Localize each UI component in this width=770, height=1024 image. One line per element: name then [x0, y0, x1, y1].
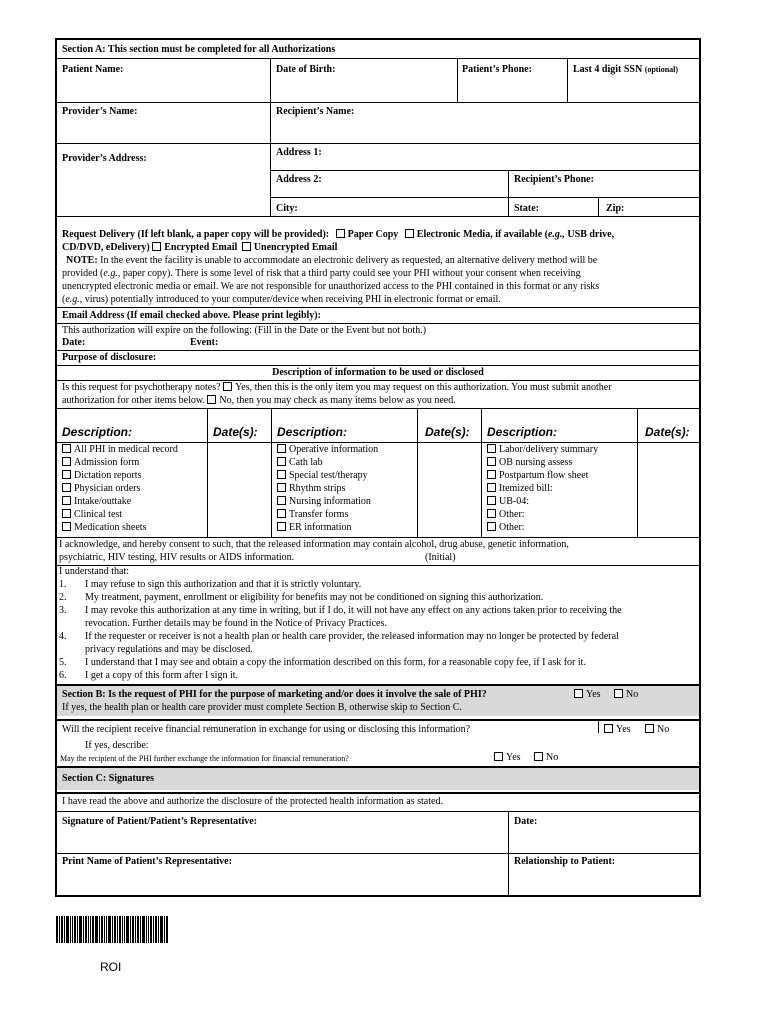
col3-desc-heading: Description:	[487, 425, 558, 439]
psych-line1: Is this request for psychotherapy notes? Yes, then this is the only item you may request on this authorization. You must submit another	[62, 382, 612, 393]
expire-text: This authorization will expire on the following: (Fill in the Date or the Event but not both.)	[62, 325, 427, 336]
understand-title: I understand that:	[59, 566, 129, 577]
address1-label: Address 1:	[276, 147, 322, 158]
electronic-media-checkbox[interactable]	[405, 229, 414, 238]
signature-label: Signature of Patient/Patient’s Representative:	[62, 816, 258, 827]
understand-item-5: I understand that I may see and obtain a copy the information described on this form, for a reasonable copy fee, if I ask for it.	[85, 657, 586, 668]
list-item[interactable]: Clinical test	[62, 509, 122, 521]
remuneration-no-checkbox[interactable]	[645, 724, 654, 733]
understand-item-1: I may refuse to sign this authorization and that it is strictly voluntary.	[85, 579, 362, 590]
purpose-label: Purpose of disclosure:	[62, 352, 157, 363]
list-item[interactable]: Intake/outtake	[62, 496, 131, 508]
list-item[interactable]: Transfer forms	[277, 509, 348, 521]
delivery-label: Request Delivery (If left blank, a paper copy will be provided): Paper Copy Electronic Media, if available (e.g., USB drive,	[62, 229, 615, 240]
exchange-yes[interactable]: Yes	[494, 752, 521, 764]
describe-label: If yes, describe:	[85, 740, 149, 751]
provider-address-label: Provider’s Address:	[62, 153, 147, 164]
col1-desc-heading: Description:	[62, 425, 133, 439]
list-item[interactable]: Admission form	[62, 457, 139, 469]
delivery-line2: CD/DVD, eDelivery) Encrypted Email Unencrypted Email	[62, 242, 338, 253]
section-b-sub: If yes, the health plan or health care provider must complete Section B, otherwise skip to Section C.	[62, 702, 462, 713]
delivery-note-line3: unencrypted electronic media or email. We are not responsible for unauthorized access to the PHI contained in this format or any risks	[62, 281, 600, 292]
understand-num-5: 5.	[59, 657, 67, 668]
exchange-no[interactable]: No	[534, 752, 558, 764]
section-c-header: Section C: Signatures	[62, 773, 155, 784]
understand-num-2: 2.	[59, 592, 67, 603]
state-label: State:	[514, 203, 539, 214]
acknowledge-line2: psychiatric, HIV testing, HIV results or AIDS information.	[59, 552, 295, 563]
list-item[interactable]: UB-04:	[487, 496, 529, 508]
delivery-note-line1: NOTE: In the event the facility is unable to accommodate an electronic delivery as requested, an alternative delivery method will be	[66, 255, 598, 266]
delivery-note-line2: provided (e.g., paper copy). There is some level of risk that a third party could see your PHI without your consent when receiving	[62, 268, 581, 279]
ssn-label: Last 4 digit SSN (optional)	[573, 64, 679, 75]
list-item[interactable]: Rhythm strips	[277, 483, 345, 495]
authorize-statement: I have read the above and authorize the disclosure of the protected health information as stated.	[62, 796, 443, 807]
exchange-no-checkbox[interactable]	[534, 752, 543, 761]
section-b-yes-checkbox[interactable]	[574, 689, 583, 698]
patient-phone-label: Patient’s Phone:	[462, 64, 532, 75]
further-exchange-question: May the recipient of the PHI further exchange the information for financial remuneration?	[60, 754, 349, 763]
remuneration-no[interactable]: No	[645, 724, 669, 736]
sign-date-label: Date:	[514, 816, 538, 827]
exchange-yes-checkbox[interactable]	[494, 752, 503, 761]
list-item[interactable]: Dictation reports	[62, 470, 141, 482]
remuneration-yes-checkbox[interactable]	[604, 724, 613, 733]
understand-num-6: 6.	[59, 670, 67, 681]
understand-num-1: 1.	[59, 579, 67, 590]
print-name-label: Print Name of Patient’s Representative:	[62, 856, 232, 867]
remuneration-yes[interactable]: Yes	[604, 724, 631, 736]
understand-item-6: I get a copy of this form after I sign it.	[85, 670, 239, 681]
zip-label: Zip:	[606, 203, 625, 214]
understand-num-3: 3.	[59, 605, 67, 616]
col1-dates-heading: Date(s):	[213, 425, 258, 439]
section-b-yes[interactable]: Yes	[574, 689, 601, 701]
section-b-no-checkbox[interactable]	[614, 689, 623, 698]
list-item[interactable]: All PHI in medical record	[62, 444, 178, 456]
list-item[interactable]: OB nursing assess	[487, 457, 572, 469]
authorization-form	[55, 38, 701, 897]
section-b-header: Section B: Is the request of PHI for the purpose of marketing and/or does it involve the sale of PHI?	[62, 689, 487, 700]
list-item[interactable]: Nursing information	[277, 496, 371, 508]
psych-yes-checkbox[interactable]	[223, 382, 232, 391]
list-item[interactable]: Operative information	[277, 444, 378, 456]
footer-code: ROI	[100, 960, 122, 974]
section-b-no[interactable]: No	[614, 689, 638, 701]
understand-item-2: My treatment, payment, enrollment or eligibility for benefits may not be conditioned on signing this authorization.	[85, 592, 544, 603]
remuneration-question: Will the recipient receive financial remuneration in exchange for using or disclosing this information?	[62, 724, 471, 735]
understand-num-4: 4.	[59, 631, 67, 642]
list-item[interactable]: Postpartum flow sheet	[487, 470, 588, 482]
list-item[interactable]: Itemized bill:	[487, 483, 553, 495]
initial-label: (Initial)	[425, 552, 456, 563]
understand-item-4a: If the requester or receiver is not a health plan or health care provider, the released information may no longer be protected by federal	[85, 631, 619, 642]
relationship-label: Relationship to Patient:	[514, 856, 616, 867]
email-label: Email Address (If email checked above. Please print legibly):	[62, 310, 321, 321]
recipient-phone-label: Recipient’s Phone:	[514, 174, 594, 185]
section-a-header: Section A: This section must be completed for all Authorizations	[62, 44, 336, 55]
city-label: City:	[276, 203, 298, 214]
address2-label: Address 2:	[276, 174, 322, 185]
recipient-name-label: Recipient’s Name:	[276, 106, 355, 117]
list-item[interactable]: Other:	[487, 509, 525, 521]
delivery-note-line4: (e.g., virus) potentially introduced to your computer/device when receiving PHI in electronic format or email.	[62, 294, 501, 305]
patient-name-label: Patient Name:	[62, 64, 124, 75]
date-label: Date:	[62, 337, 86, 348]
barcode	[56, 916, 186, 943]
list-item[interactable]: Physician orders	[62, 483, 140, 495]
encrypted-email-checkbox[interactable]	[152, 242, 161, 251]
psych-line2: authorization for other items below. No, then you may check as many items below as you need.	[62, 395, 456, 406]
unencrypted-email-checkbox[interactable]	[242, 242, 251, 251]
list-item[interactable]: Special test/therapy	[277, 470, 368, 482]
col3-dates-heading: Date(s):	[645, 425, 690, 439]
col2-desc-heading: Description:	[277, 425, 348, 439]
provider-name-label: Provider’s Name:	[62, 106, 138, 117]
understand-item-4b: privacy regulations and may be disclosed.	[85, 644, 253, 655]
event-label: Event:	[190, 337, 219, 348]
psych-no-checkbox[interactable]	[207, 395, 216, 404]
description-header: Description of information to be used or disclosed	[272, 367, 484, 378]
paper-copy-checkbox[interactable]	[336, 229, 345, 238]
acknowledge-line1: I acknowledge, and hereby consent to such, that the released information may contain alcohol, drug abuse, genetic information,	[59, 539, 569, 550]
col2-dates-heading: Date(s):	[425, 425, 470, 439]
understand-item-3a: I may revoke this authorization at any time in writing, but if I do, it will not have any effect on any actions taken prior to receiving the	[85, 605, 622, 616]
list-item[interactable]: Medication sheets	[62, 522, 146, 534]
dob-label: Date of Birth:	[276, 64, 336, 75]
list-item[interactable]: ER information	[277, 522, 352, 534]
understand-item-3b: revocation. Further details may be found in the Notice of Privacy Practices.	[85, 618, 387, 629]
list-item[interactable]: Other:	[487, 522, 525, 534]
list-item[interactable]: Cath lab	[277, 457, 323, 469]
list-item[interactable]: Labor/delivery summary	[487, 444, 598, 456]
